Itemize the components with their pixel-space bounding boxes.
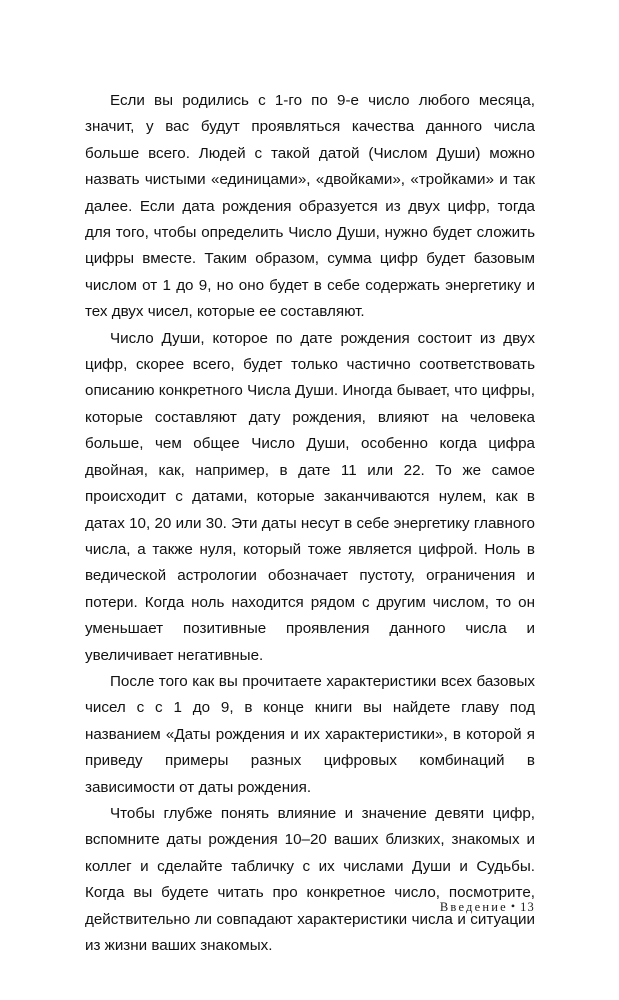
body-paragraph: Число Души, которое по дате рождения состоит из двух цифр, скорее всего, будет только частично соответствовать описанию конкретного Числа Души. Иногда бывает, что цифры, которые составляют дату рождения, влияют на человека больше, чем общее Число Души, особенно когда цифра двойная, как, например, в дате 11 или 22. То же самое происходит с датами, которые заканчиваются нулем, как в датах 10, 20 или 30. Эти даты несут в себе энергетику главного числа, а также нуля, который тоже является цифрой. Ноль в ведической астрологии обозначает пустоту, ограничения и потери. Когда ноль находится рядом с другим числом, то он уменьшает позитивные проявления данного числа и увеличивает негативные. — [85, 329, 535, 664]
body-paragraph: Чтобы глубже понять влияние и значение девяти цифр, вспомните даты рождения 10–20 ваших близких, знакомых и коллег и сделайте табличку с их числами Души и Судьбы. Когда вы будете читать про конкретное число, посмотрите, действительно ли совпадают характеристики числа и ситуации из жизни ваших знакомых. — [85, 804, 535, 954]
page-footer — [85, 898, 535, 915]
footer-separator-bullet: • — [510, 899, 516, 913]
body-paragraph: Если вы родились с 1-го по 9-е число любого месяца, значит, у вас будут проявляться качества данного числа больше всего. Людей с такой датой (Числом Души) можно назвать чистыми «единицами», «двойками», «тройками» и так далее. Если дата рождения образуется из двух цифр, тогда для того, чтобы определить Число Души, нужно будет сложить цифры вместе. Таким образом, сумма цифр будет базовым числом от 1 до 9, но оно будет в себе содержать энергетику и тех двух чисел, которые ее составляют. — [85, 92, 535, 321]
body-paragraph: После того как вы прочитаете характеристики всех базовых чисел с с 1 до 9, в конце книги вы найдете главу под названием «Даты рождения и их характеристики», в которой я приведу примеры разных цифровых комбинаций в зависимости от даты рождения. — [85, 672, 535, 796]
footer-chapter-label: Введение — [439, 900, 508, 914]
footer-page-number: 13 — [520, 900, 535, 914]
page-text-block — [85, 88, 535, 959]
